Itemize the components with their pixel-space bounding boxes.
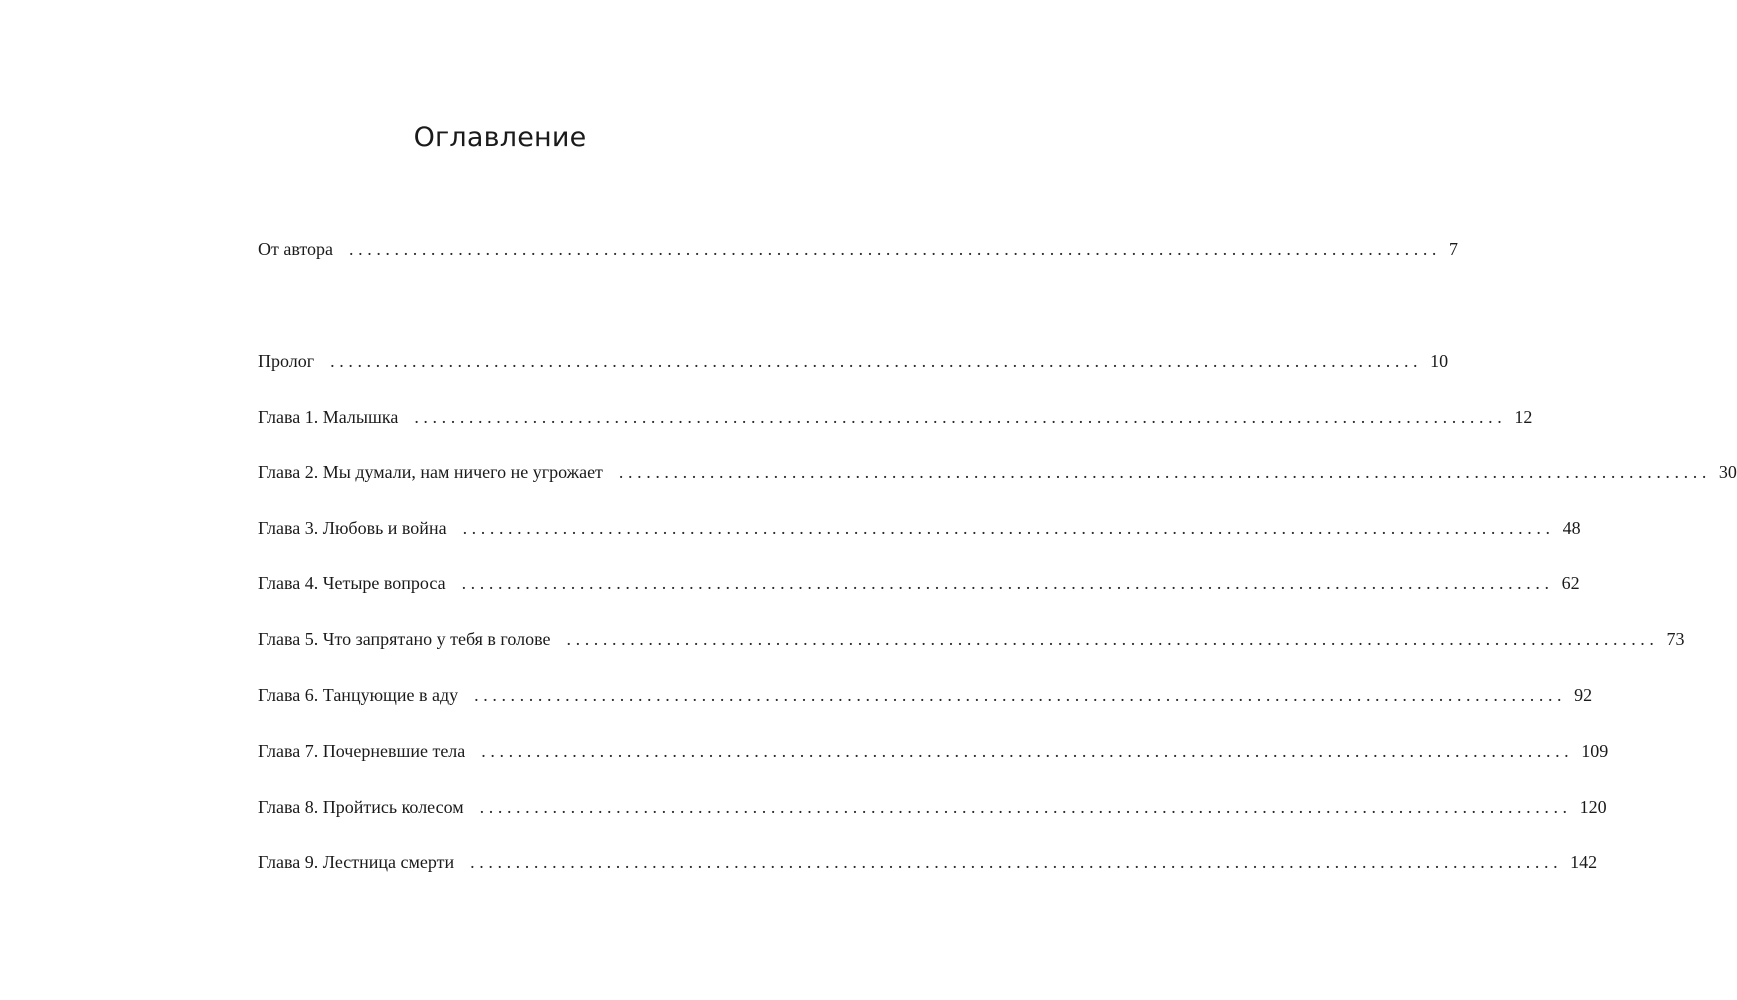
toc-entry-page: 142 <box>1570 852 1598 872</box>
dot-leader: ........................................................................................................................ <box>481 741 1574 761</box>
dot-leader: ........................................................................................................................ <box>330 351 1423 371</box>
toc-entry-page: 109 <box>1581 741 1609 761</box>
dot-leader: ........................................................................................................................ <box>461 573 1554 593</box>
toc-entry-page: 120 <box>1579 797 1607 817</box>
toc-entry-chapter-9[interactable] <box>258 848 1598 876</box>
toc-entry-chapter-8[interactable] <box>258 793 1607 821</box>
toc-entry-page: 62 <box>1561 573 1580 593</box>
toc-entry-chapter-2[interactable] <box>258 458 1737 486</box>
dot-leader: ........................................................................................................................ <box>618 462 1711 482</box>
toc-entry-label: От автора <box>258 239 334 259</box>
toc-entry-page: 73 <box>1666 629 1685 649</box>
toc-entry-page: 10 <box>1430 351 1449 371</box>
toc-entry-page: 48 <box>1562 518 1581 538</box>
toc-entry-label: Глава 9. Лестница смерти <box>258 852 455 872</box>
toc-entry-chapter-5[interactable] <box>258 625 1685 653</box>
toc-entry-label: Глава 3. Любовь и война <box>258 518 447 538</box>
toc-entry-label: Глава 7. Почерневшие тела <box>258 741 466 761</box>
dot-leader: ........................................................................................................................ <box>349 239 1442 259</box>
dot-leader: ........................................................................................................................ <box>566 629 1659 649</box>
toc-entry-chapter-3[interactable] <box>258 514 1581 542</box>
toc-entry-label: Глава 2. Мы думали, нам ничего не угрожает <box>258 462 603 482</box>
toc-entry-label: Глава 5. Что запрятано у тебя в голове <box>258 629 551 649</box>
dot-leader: ........................................................................................................................ <box>479 797 1572 817</box>
toc-entry-label: Глава 8. Пройтись колесом <box>258 797 464 817</box>
toc-entry-chapter-7[interactable] <box>258 737 1609 765</box>
toc-entry-page: 7 <box>1449 239 1459 259</box>
dot-leader: ........................................................................................................................ <box>462 518 1555 538</box>
dot-leader: ........................................................................................................................ <box>474 685 1567 705</box>
toc-entry-page: 30 <box>1718 462 1737 482</box>
toc-entry-label: Пролог <box>258 351 315 371</box>
toc-entry-page: 92 <box>1574 685 1593 705</box>
toc-entry-chapter-4[interactable] <box>258 569 1580 597</box>
toc-entry-label: Глава 4. Четыре вопроса <box>258 573 446 593</box>
dot-leader: ........................................................................................................................ <box>414 407 1507 427</box>
toc-entry-label: Глава 6. Танцующие в аду <box>258 685 459 705</box>
toc-entry-prologue[interactable] <box>258 347 1449 375</box>
toc-entry-chapter-1[interactable] <box>258 403 1533 431</box>
toc-entry-from-author[interactable] <box>258 235 1459 263</box>
page-title: Оглавление <box>413 122 587 153</box>
toc-entry-page: 12 <box>1514 407 1533 427</box>
toc-entry-label: Глава 1. Малышка <box>258 407 399 427</box>
dot-leader: ........................................................................................................................ <box>470 852 1563 872</box>
toc-entry-chapter-6[interactable] <box>258 681 1593 709</box>
